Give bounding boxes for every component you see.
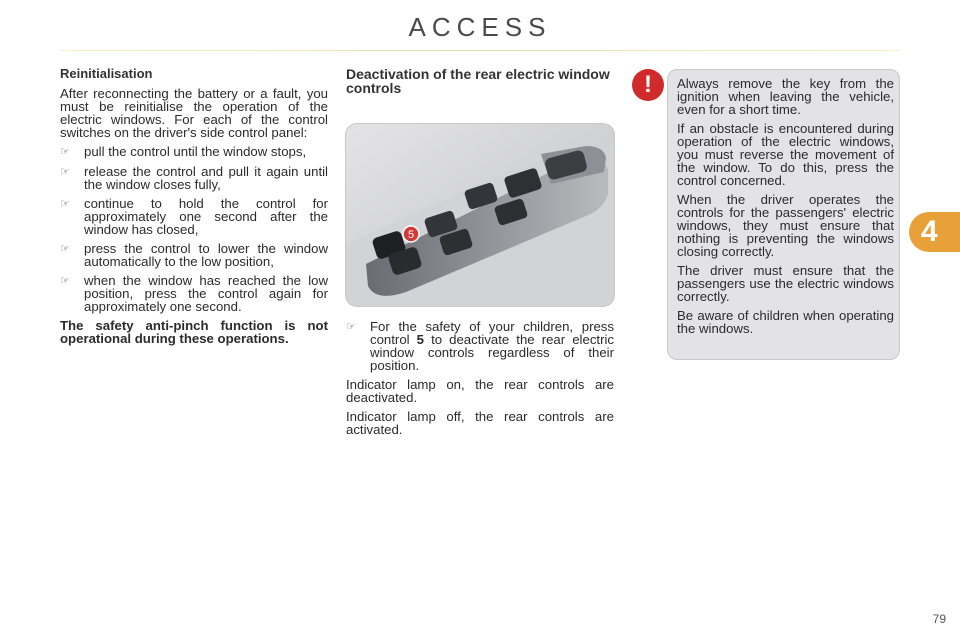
deactivation-section: [346, 320, 614, 442]
chapter-tab: 4: [909, 212, 960, 252]
pointing-hand-icon: ☞: [60, 198, 70, 210]
step-text: release the control and pull it again until the window closes fully,: [84, 164, 328, 192]
callout-number: 5: [407, 229, 415, 241]
page-number: 79: [932, 612, 946, 626]
list-item: [60, 242, 328, 268]
reinitialisation-heading: Reinitialisation: [60, 66, 153, 81]
step-text-post: to deactivate the rear electric window controls regardless of their position.: [370, 332, 614, 373]
list-item: [346, 320, 614, 372]
warning-paragraph: Be aware of children when operating the windows.: [677, 308, 894, 336]
warning-paragraph: The driver must ensure that the passengers use the electric windows correctly.: [677, 263, 894, 304]
pointing-hand-icon: ☞: [346, 321, 356, 333]
list-item: [60, 274, 328, 313]
header-divider: [60, 50, 900, 51]
list-item: [60, 145, 328, 159]
reinitialisation-section: [60, 67, 328, 351]
page-header-title: ACCESS: [408, 12, 552, 42]
pointing-hand-icon: ☞: [60, 146, 70, 158]
step-text: press the control to lower the window automatically to the low position,: [84, 241, 328, 269]
anti-pinch-note: The safety anti-pinch function is not operational during these operations.: [60, 318, 328, 346]
lamp-off-text: Indicator lamp off, the rear controls are activated.: [346, 409, 614, 437]
list-item: [60, 165, 328, 191]
pointing-hand-icon: ☞: [60, 166, 70, 178]
step-text: when the window has reached the low position, press the control again for approximately one second.: [84, 273, 328, 314]
control-number: 5: [416, 332, 424, 347]
pointing-hand-icon: ☞: [60, 275, 70, 287]
exclamation-icon: !: [632, 69, 664, 101]
warning-paragraph: When the driver operates the controls for the passengers' electric windows, they must ensure that nothing is preventing the windows closing correctly.: [677, 192, 894, 259]
door-panel-illustration: [346, 124, 614, 306]
deactivation-step: [370, 320, 614, 372]
warning-paragraph: If an obstacle is encountered during operation of the electric windows, you must reverse the movement of the window. To do this, press the control concerned.: [677, 121, 894, 188]
step-text: pull the control until the window stops,: [84, 144, 307, 159]
step-text-pre: For the safety of your children, press control: [370, 319, 614, 347]
list-item: [60, 197, 328, 236]
lamp-on-text: Indicator lamp on, the rear controls are deactivated.: [346, 377, 614, 405]
deactivation-heading: Deactivation of the rear electric window controls: [346, 66, 610, 96]
window-controls-photo: [345, 123, 615, 307]
reinitialisation-intro: After reconnecting the battery or a fault, you must be reinitialise the operation of the electric windows. For each of the control switches on the driver's side control panel:: [60, 86, 328, 140]
step-text: continue to hold the control for approximately one second after the window has closed,: [84, 196, 328, 237]
warning-paragraph: Always remove the key from the ignition when leaving the vehicle, even for a short time.: [677, 76, 894, 117]
warning-box: [667, 69, 900, 360]
pointing-hand-icon: ☞: [60, 243, 70, 255]
